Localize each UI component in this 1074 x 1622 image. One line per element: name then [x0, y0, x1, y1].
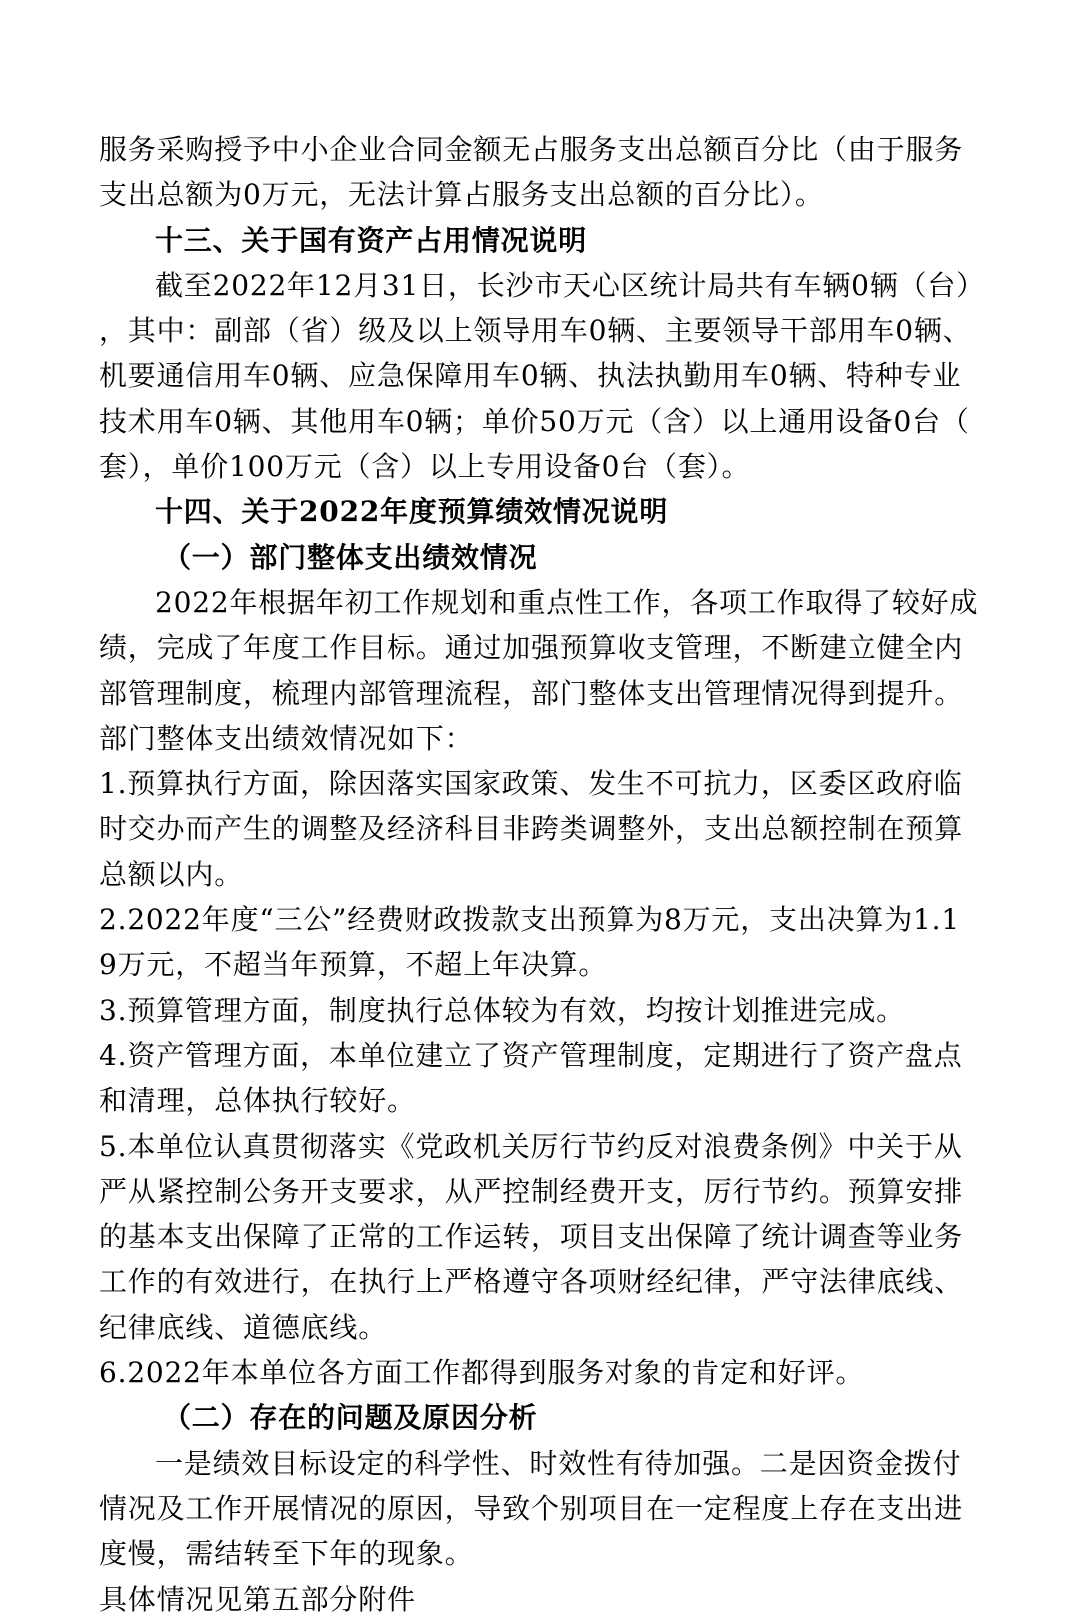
- list-item: 4.资产管理方面，本单位建立了资产管理制度，定期进行了资产盘点: [99, 1038, 963, 1072]
- list-item-continued: 时交办而产生的调整及经济科目非跨类调整外，支出总额控制在预算: [99, 812, 964, 846]
- list-item-continued: 纪律底线、道德底线。: [99, 1310, 388, 1344]
- paragraph-line: 套），单价100万元（含）以上专用设备0台（套）。: [99, 450, 751, 484]
- paragraph-line: 情况及工作开展情况的原因，导致个别项目在一定程度上存在支出进: [99, 1491, 964, 1525]
- paragraph-line: 部管理制度，梳理内部管理流程，部门整体支出管理情况得到提升。: [99, 676, 964, 710]
- list-item-continued: 工作的有效进行，在执行上严格遵守各项财经纪律，严守法律底线、: [99, 1265, 964, 1299]
- section-heading: 十四、关于2022年度预算绩效情况说明: [155, 495, 669, 529]
- subsection-heading: （二）存在的问题及原因分析: [163, 1401, 538, 1435]
- paragraph-line: 服务采购授予中小企业合同金额无占服务支出总额百分比（由于服务: [99, 133, 964, 166]
- paragraph-line: ，其中：副部（省）级及以上领导用车0辆、主要领导干部用车0辆、: [99, 314, 972, 348]
- paragraph-line: 绩，完成了年度工作目标。通过加强预算收支管理，不断建立健全内: [99, 631, 964, 665]
- paragraph-line: 机要通信用车0辆、应急保障用车0辆、执法执勤用车0辆、特种专业: [99, 359, 962, 393]
- paragraph-line: 2022年根据年初工作规划和重点性工作，各项工作取得了较好成: [155, 585, 979, 619]
- list-item: 2.2022年度“三公”经费财政拨款支出预算为8万元，支出决算为1.1: [99, 903, 960, 937]
- list-item-continued: 总额以内。: [99, 857, 244, 891]
- list-item: 1.预算执行方面，除因落实国家政策、发生不可抗力，区委区政府临: [99, 767, 963, 801]
- list-item: 5.本单位认真贯彻落实《党政机关厉行节约反对浪费条例》中关于从: [99, 1129, 963, 1163]
- list-item-continued: 的基本支出保障了正常的工作运转，项目支出保障了统计调查等业务: [99, 1220, 964, 1254]
- paragraph-line: 截至2022年12月31日，长沙市天心区统计局共有车辆0辆（台）: [155, 268, 985, 302]
- list-item-continued: 严从紧控制公务开支要求，从严控制经费开支，厉行节约。预算安排: [99, 1174, 964, 1208]
- subsection-heading: （一）部门整体支出绩效情况: [163, 540, 538, 574]
- paragraph-line: 度慢，需结转至下年的现象。: [99, 1537, 474, 1571]
- paragraph-line: 具体情况见第五部分附件: [99, 1582, 416, 1616]
- document-page: [99, 127, 985, 1622]
- paragraph-line: 部门整体支出绩效情况如下：: [99, 721, 474, 755]
- paragraph-line: 支出总额为0万元，无法计算占服务支出总额的百分比）。: [99, 178, 824, 212]
- list-item: 6.2022年本单位各方面工作都得到服务对象的肯定和好评。: [99, 1356, 865, 1390]
- paragraph-line: 技术用车0辆、其他用车0辆；单价50万元（含）以上通用设备0台（: [99, 404, 970, 438]
- paragraph-line: 一是绩效目标设定的科学性、时效性有待加强。二是因资金拨付: [155, 1446, 962, 1480]
- list-item: 3.预算管理方面，制度执行总体较为有效，均按计划推进完成。: [99, 993, 905, 1027]
- list-item-continued: 9万元，不超当年预算，不超上年决算。: [99, 948, 608, 982]
- list-item-continued: 和清理，总体执行较好。: [99, 1084, 416, 1118]
- section-heading: 十三、关于国有资产占用情况说明: [155, 223, 588, 257]
